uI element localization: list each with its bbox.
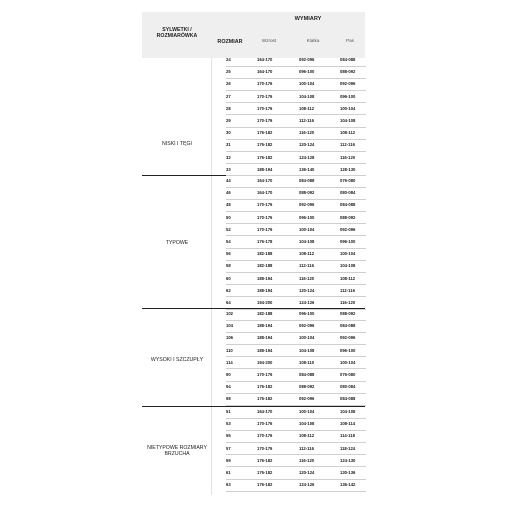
table-row <box>0 381 512 393</box>
waist-cell: 084-088 <box>340 323 356 329</box>
size-cell: 30 <box>226 130 231 136</box>
size-cell: 53 <box>226 421 231 427</box>
size-cell: 58 <box>226 263 231 269</box>
table-row <box>0 308 512 320</box>
waist-cell: 100-104 <box>340 359 356 365</box>
table-row <box>0 91 512 103</box>
height-cell: 176-182 <box>257 482 273 488</box>
table-row <box>0 260 512 272</box>
chest-cell: 092-096 <box>299 57 315 62</box>
row-divider <box>226 491 366 492</box>
waist-cell: 136-142 <box>340 482 356 488</box>
group-label-niski: NISKI I TĘGI <box>162 141 192 147</box>
height-cell: 164-170 <box>257 178 273 183</box>
chest-cell: 100-104 <box>299 226 315 232</box>
size-cell: 32 <box>226 154 231 160</box>
height-cell: 170-176 <box>257 118 273 123</box>
size-cell: 25 <box>226 69 231 75</box>
chest-cell: 092-096 <box>299 323 315 329</box>
chest-cell: 104-108 <box>299 347 315 353</box>
table-row <box>0 467 512 479</box>
height-cell: 170-176 <box>257 81 273 87</box>
size-cell: 29 <box>226 118 231 123</box>
size-cell: 102 <box>226 311 233 316</box>
size-cell: 48 <box>226 202 231 208</box>
height-cell: 170-176 <box>257 445 273 451</box>
table-row <box>0 66 512 78</box>
height-cell: 170-176 <box>257 421 273 427</box>
chest-cell: 108-112 <box>299 433 315 439</box>
table-row <box>0 78 512 90</box>
height-cell: 176-182 <box>257 130 273 136</box>
size-cell: 94 <box>226 384 231 390</box>
size-cell: 28 <box>226 105 231 111</box>
waist-cell: 096-100 <box>340 93 356 99</box>
size-cell: 24 <box>226 57 231 62</box>
table-row <box>0 357 512 369</box>
height-cell: 194-200 <box>257 359 273 365</box>
waist-cell: 104-108 <box>340 409 356 414</box>
size-cell: 50 <box>226 214 231 220</box>
size-cell: 63 <box>226 482 231 488</box>
table-row <box>0 430 512 442</box>
chest-cell: 120-124 <box>299 470 315 475</box>
waist-cell: 114-118 <box>340 433 355 439</box>
chest-cell: 120-124 <box>299 287 315 293</box>
chest-cell: 116-120 <box>299 457 315 463</box>
group-label-nietypowe: NIETYPOWE ROZMIARY BRZUCHA <box>147 445 207 457</box>
table-row <box>0 139 512 151</box>
size-cell: 46 <box>226 190 231 196</box>
height-cell: 170-176 <box>257 202 273 208</box>
chest-cell: 116-120 <box>299 130 315 136</box>
height-cell: 188-194 <box>257 335 273 341</box>
header-wzrost: Wzrost <box>261 38 277 43</box>
chest-cell: 108-112 <box>299 105 315 111</box>
waist-cell: 118-124 <box>340 445 356 451</box>
table-row <box>0 369 512 381</box>
table-row <box>0 393 512 405</box>
chest-cell: 088-092 <box>299 190 315 196</box>
chest-cell: 100-104 <box>299 335 315 341</box>
size-cell: 26 <box>226 81 231 87</box>
size-cell: 54 <box>226 239 231 244</box>
height-cell: 170-176 <box>257 433 273 439</box>
chest-cell: 104-108 <box>299 239 315 244</box>
height-cell: 176-182 <box>257 154 273 160</box>
table-row <box>0 479 512 491</box>
height-cell: 182-188 <box>257 263 273 269</box>
table-row <box>0 175 512 187</box>
table-row <box>0 248 512 260</box>
chest-cell: 084-088 <box>299 178 315 183</box>
height-cell: 188-194 <box>257 347 273 353</box>
waist-cell: 076-080 <box>340 372 356 377</box>
chest-cell: 120-124 <box>299 142 315 148</box>
waist-cell: 092-096 <box>340 226 356 232</box>
height-cell: 194-200 <box>257 300 273 305</box>
height-cell: 170-176 <box>257 214 273 220</box>
table-row <box>0 127 512 139</box>
chest-cell: 124-126 <box>299 482 315 488</box>
size-cell: 57 <box>226 445 231 451</box>
table-row <box>0 320 512 332</box>
height-cell: 176-182 <box>257 384 273 390</box>
size-cell: 104 <box>226 323 233 329</box>
table-row <box>0 236 512 248</box>
waist-cell: 088-092 <box>340 69 356 75</box>
size-cell: 27 <box>226 93 231 99</box>
group-label-typowe: TYPOWE <box>165 240 189 246</box>
size-cell: 61 <box>226 470 231 475</box>
waist-cell: 076-080 <box>340 178 356 183</box>
table-row <box>0 285 512 297</box>
waist-cell: 116-120 <box>340 300 356 305</box>
table-row <box>0 273 512 285</box>
size-cell: 106 <box>226 335 233 341</box>
table-row <box>0 443 512 455</box>
waist-cell: 130-136 <box>340 470 356 475</box>
chest-cell: 124-126 <box>299 300 315 305</box>
height-cell: 170-176 <box>257 226 273 232</box>
waist-cell: 080-084 <box>340 190 356 196</box>
size-cell: 114 <box>226 359 233 365</box>
chest-cell: 116-120 <box>299 275 315 281</box>
table-row <box>0 406 512 418</box>
table-row <box>0 212 512 224</box>
height-cell: 164-170 <box>257 409 273 414</box>
chest-cell: 100-104 <box>299 409 315 414</box>
chest-cell: 104-108 <box>299 93 315 99</box>
height-cell: 170-176 <box>257 93 273 99</box>
waist-cell: 088-092 <box>340 214 356 220</box>
height-cell: 188-194 <box>257 275 273 281</box>
group-label-wysoki: WYSOKI I SZCZUPŁY <box>150 357 204 363</box>
header-sylwetki: SYLWETKI / ROZMIARÓWKA <box>156 27 198 39</box>
height-cell: 188-194 <box>257 166 273 172</box>
table-row <box>0 115 512 127</box>
waist-cell: 092-096 <box>340 81 356 87</box>
chest-cell: 108-110 <box>299 359 315 365</box>
height-cell: 170-176 <box>257 105 273 111</box>
height-cell: 176-178 <box>257 239 273 244</box>
table-row <box>0 54 512 66</box>
height-cell: 170-176 <box>257 372 273 377</box>
chest-cell: 104-108 <box>299 421 315 427</box>
waist-cell: 116-120 <box>340 154 356 160</box>
waist-cell: 096-100 <box>340 347 356 353</box>
table-row <box>0 345 512 357</box>
table-row <box>0 418 512 430</box>
size-cell: 56 <box>226 251 231 257</box>
waist-cell: 128-130 <box>340 166 356 172</box>
waist-cell: 104-108 <box>340 263 356 269</box>
chest-cell: 096-100 <box>299 214 315 220</box>
waist-cell: 108-112 <box>340 130 356 136</box>
header-rozmiar: ROZMIAR <box>217 39 243 45</box>
height-cell: 188-194 <box>257 287 273 293</box>
size-cell: 59 <box>226 457 231 463</box>
waist-cell: 104-108 <box>340 118 356 123</box>
waist-cell: 112-116 <box>340 287 355 293</box>
waist-cell: 092-096 <box>340 335 356 341</box>
table-row <box>0 152 512 164</box>
waist-cell: 100-104 <box>340 105 356 111</box>
header-wymiary: WYMIARY <box>294 16 322 22</box>
chest-cell: 096-100 <box>299 311 315 316</box>
waist-cell: 088-092 <box>340 311 356 316</box>
chest-cell: 124-128 <box>299 154 315 160</box>
height-cell: 182-188 <box>257 251 273 257</box>
height-cell: 176-182 <box>257 457 273 463</box>
chest-cell: 136-140 <box>299 166 315 172</box>
size-cell: 110 <box>226 347 233 353</box>
waist-cell: 084-088 <box>340 57 356 62</box>
waist-cell: 108-114 <box>340 421 356 427</box>
chest-cell: 112-116 <box>299 263 314 269</box>
table-row <box>0 455 512 467</box>
size-cell: 98 <box>226 396 231 402</box>
size-cell: 90 <box>226 372 231 377</box>
size-cell: 64 <box>226 300 231 305</box>
height-cell: 164-170 <box>257 57 273 62</box>
size-cell: 31 <box>226 142 231 148</box>
chest-cell: 112-116 <box>299 445 314 451</box>
waist-cell: 096-100 <box>340 239 356 244</box>
waist-cell: 084-088 <box>340 396 356 402</box>
chest-cell: 092-096 <box>299 202 315 208</box>
chest-cell: 100-104 <box>299 81 315 87</box>
waist-cell: 084-088 <box>340 202 356 208</box>
waist-cell: 080-084 <box>340 384 356 390</box>
chest-cell: 112-116 <box>299 118 314 123</box>
chest-cell: 096-100 <box>299 69 315 75</box>
header-pas: Pas <box>346 38 354 43</box>
chest-cell: 088-092 <box>299 384 315 390</box>
waist-cell: 100-104 <box>340 251 356 257</box>
height-cell: 176-182 <box>257 142 273 148</box>
height-cell: 176-182 <box>257 396 273 402</box>
table-row <box>0 187 512 199</box>
size-cell: 55 <box>226 433 231 439</box>
size-cell: 51 <box>226 409 231 414</box>
table-row <box>0 224 512 236</box>
header-klatka: Klatka <box>306 38 320 43</box>
size-cell: 62 <box>226 287 231 293</box>
table-row <box>0 332 512 344</box>
waist-cell: 108-112 <box>340 275 356 281</box>
table-row <box>0 164 512 176</box>
table-row <box>0 199 512 211</box>
table-row <box>0 103 512 115</box>
height-cell: 188-194 <box>257 323 273 329</box>
size-cell: 60 <box>226 275 231 281</box>
chest-cell: 084-088 <box>299 372 315 377</box>
height-cell: 164-170 <box>257 69 273 75</box>
chest-cell: 092-096 <box>299 396 315 402</box>
waist-cell: 124-130 <box>340 457 356 463</box>
size-cell: 33 <box>226 166 231 172</box>
size-cell: 52 <box>226 226 231 232</box>
height-cell: 164-170 <box>257 190 273 196</box>
height-cell: 176-182 <box>257 470 273 475</box>
waist-cell: 112-116 <box>340 142 355 148</box>
chest-cell: 108-112 <box>299 251 315 257</box>
height-cell: 182-188 <box>257 311 273 316</box>
size-cell: 44 <box>226 178 231 183</box>
